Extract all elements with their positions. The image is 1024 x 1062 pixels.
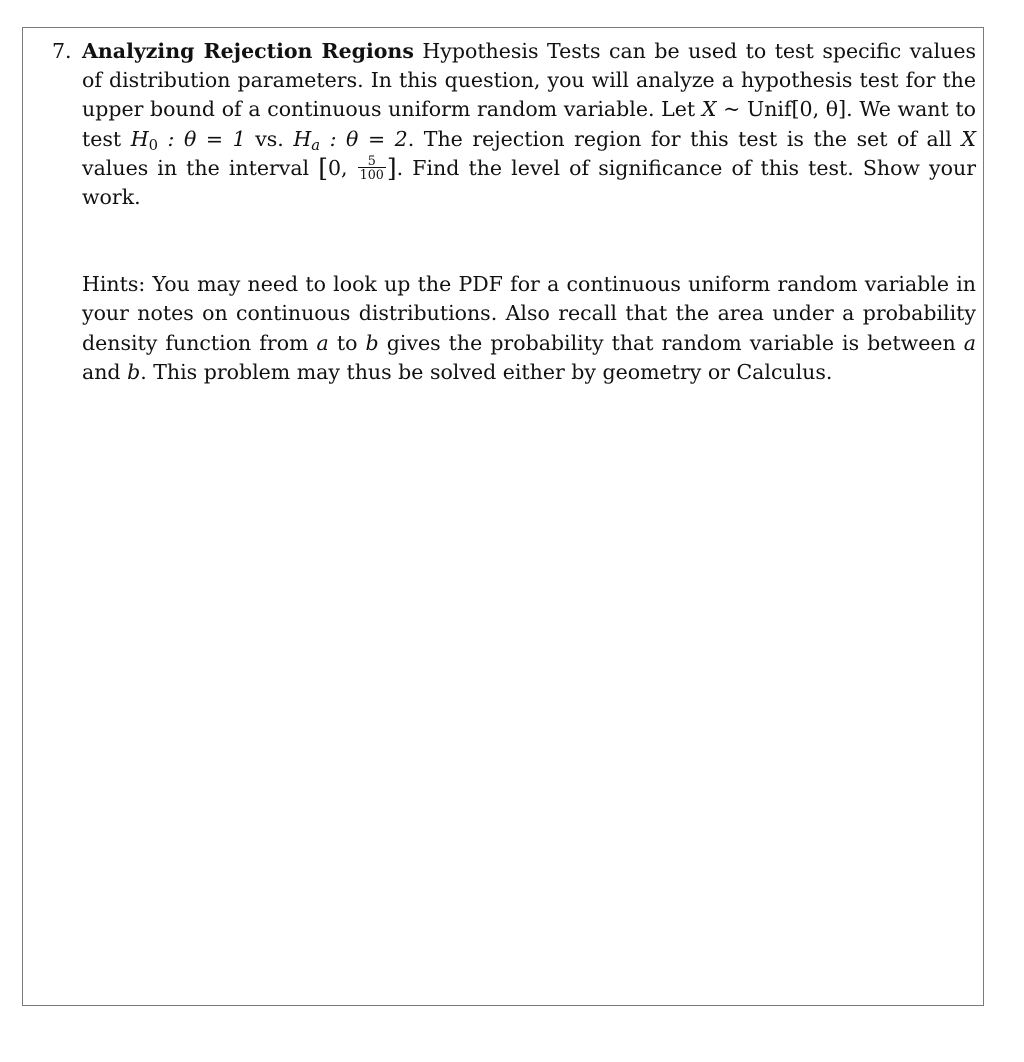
problem-content [52, 37, 976, 387]
hints-text-1: Hints: You may need to look up the PDF for a continuous uniform random variable in your notes on continuous distributions. Also recall that the area under a probability density function from [82, 272, 976, 355]
problem-title: Analyzing Rejection Regions [82, 39, 414, 63]
problem-text-4: . The rejection region for this test is the set of all [407, 126, 962, 151]
problem-text-3: vs. [245, 126, 294, 151]
problem-text-6: . Find the level of significance of this test. Show your work. [82, 155, 976, 210]
math-ha-rest: : θ = 2 [320, 126, 408, 151]
interval-open-bracket: [ [318, 153, 328, 183]
problem-text-2: . We want to test [82, 97, 976, 151]
math-unif: Unif[0, θ] [746, 97, 847, 122]
hints-text-3: gives the probability that random variable is between [378, 330, 964, 355]
math-h0-rest: : θ = 1 [157, 126, 246, 151]
math-ha-symbol: H [293, 126, 312, 151]
problem-statement [82, 37, 976, 212]
math-b-1: b [365, 330, 379, 355]
interval-fraction [358, 154, 386, 182]
hints-text-5: . This problem may thus be solved either by geometry or Calculus. [140, 359, 833, 384]
math-null-hypothesis [130, 126, 246, 154]
hints-paragraph [82, 270, 976, 387]
hints-text-2: to [328, 330, 366, 355]
fraction-denominator: 100 [359, 167, 384, 183]
math-alternative-hypothesis [293, 126, 408, 154]
problem-text-1: Hypothesis Tests can be used to test specific values of distribution parameters. In this question, you will analyze a hypothesis test for the upper bound of a continuous uniform random variable. Let [82, 39, 976, 122]
math-ha-subscript: a [311, 136, 321, 154]
problem-box [22, 27, 984, 1006]
interval-start: 0, [327, 155, 357, 180]
math-x-variable: X [961, 126, 976, 151]
math-x-sim: X ~ [701, 97, 747, 122]
hints-text-4: and [82, 359, 128, 384]
math-h0-symbol: H [130, 126, 149, 151]
problem-text-5: values in the interval [82, 155, 319, 180]
interval-close-bracket: ] [386, 153, 397, 183]
math-b-2: b [127, 359, 141, 384]
math-a-1: a [316, 330, 329, 355]
math-a-2: a [963, 330, 976, 355]
math-interval [318, 152, 397, 183]
problem-number: 7. [52, 39, 72, 63]
fraction-numerator: 5 [358, 154, 386, 168]
math-h0-subscript: 0 [148, 136, 158, 154]
